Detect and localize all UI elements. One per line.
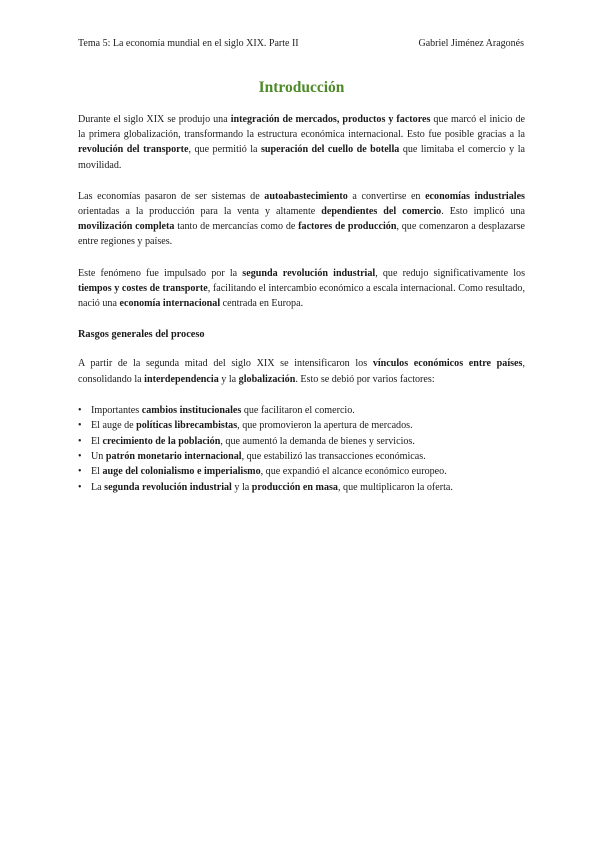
body-text: , que redujo significativamente los [375, 267, 526, 279]
body-text: , que expandió el alcance económico europeo. [260, 466, 447, 478]
body-text: El [91, 435, 103, 447]
body-text: , que aumentó la demanda de bienes y servicios. [220, 435, 415, 447]
section-heading: Rasgos generales del proceso [78, 329, 205, 341]
body-text: Este fenómeno fue impulsado por la [78, 267, 243, 279]
intro-paragraph-2 [78, 189, 525, 250]
page-title: Introducción [258, 79, 345, 96]
list-item-text [91, 451, 426, 462]
bullet-icon: • [78, 466, 82, 478]
list-item [78, 434, 525, 449]
emphasis-text: economía internacional [119, 298, 221, 310]
body-text: tanto de mercancías como de [174, 221, 299, 233]
list-item [78, 464, 525, 479]
body-text: Durante el siglo XIX se produjo una [78, 114, 231, 125]
emphasis-text: movilización completa [78, 221, 175, 233]
emphasis-text: patrón monetario internacional [105, 451, 242, 463]
emphasis-text: auge del colonialismo e imperialismo [102, 466, 261, 478]
emphasis-text: producción en masa [251, 481, 338, 493]
body-text: y la [218, 373, 239, 385]
body-text: Las economías pasaron de ser sistemas de [78, 190, 265, 202]
emphasis-text: globalización [238, 373, 296, 385]
body-text: centrada en Europa. [220, 298, 304, 310]
list-item [78, 449, 525, 464]
list-item-text [91, 420, 413, 431]
body-text: que marcó el inicio de la primera globalización, transformando la estructura económica internacional. Esto fue posible gracias a la [78, 114, 525, 141]
body-text: que facilitaron el comercio. [241, 404, 355, 416]
bullet-icon: • [78, 435, 82, 447]
emphasis-text: integración de mercados, productos y factores [230, 114, 431, 125]
page-header [78, 38, 524, 49]
emphasis-text: interdependencia [144, 373, 219, 385]
bullet-icon: • [78, 420, 82, 432]
body-text: , consolidando la [78, 358, 525, 385]
emphasis-text: crecimiento de la población [102, 435, 221, 447]
emphasis-text: dependientes del comercio [321, 206, 442, 218]
body-text: . Esto se debió por varios factores: [295, 373, 435, 385]
bullet-icon: • [78, 451, 82, 463]
emphasis-text: cambios institucionales [141, 404, 242, 416]
list-item-text [91, 436, 415, 447]
section-paragraph [78, 356, 525, 386]
body-text: El auge de [91, 420, 137, 432]
list-item [78, 480, 525, 495]
factors-list [78, 403, 525, 495]
emphasis-text: tiempos y costes de transporte [78, 282, 208, 294]
body-text: que limitaba el comercio y la movilidad. [78, 144, 525, 171]
body-text: . Esto implicó una [441, 206, 526, 218]
body-text: y la [231, 481, 252, 493]
emphasis-text: segunda revolución industrial [242, 267, 376, 279]
body-text: La [91, 481, 105, 493]
intro-paragraph-1 [78, 112, 525, 173]
body-text: Importantes [91, 404, 142, 416]
emphasis-text: autoabastecimiento [264, 190, 348, 202]
emphasis-text: revolución del transporte [78, 144, 189, 156]
body-text: , que permitió la [188, 144, 261, 156]
emphasis-text: superación del cuello de botella [260, 144, 400, 156]
emphasis-text: políticas librecambistas [136, 420, 238, 432]
emphasis-text: economías industriales [425, 190, 525, 202]
body-text: El [91, 466, 103, 478]
header-author: Gabriel Jiménez Aragonés [418, 38, 524, 49]
bullet-icon: • [78, 404, 82, 416]
body-text: , facilitando el intercambio económico a escala internacional. Como resultado, nació una [78, 282, 525, 310]
document-body [78, 112, 525, 495]
list-item-text [91, 482, 453, 493]
list-item [78, 418, 525, 433]
header-topic: Tema 5: La economía mundial en el siglo XIX. Parte II [78, 38, 299, 49]
body-text: , que estabilizó las transacciones económicas. [241, 451, 426, 463]
body-text: , que promovieron la apertura de mercados. [237, 420, 413, 432]
list-item [78, 403, 525, 418]
body-text: Un [91, 451, 106, 463]
body-text: , que multiplicaron la oferta. [337, 481, 453, 493]
list-item-text [91, 466, 447, 477]
intro-paragraph-3 [78, 266, 525, 312]
body-text: , que comenzaron a desplazarse entre regiones y países. [78, 221, 525, 248]
body-text: A partir de la segunda mitad del siglo XIX se intensificaron los [78, 358, 373, 370]
emphasis-text: segunda revolución industrial [104, 481, 232, 493]
list-item-text [91, 405, 355, 416]
body-text: a convertirse en [347, 190, 426, 202]
emphasis-text: factores de producción [298, 221, 397, 233]
bullet-icon: • [78, 481, 82, 493]
body-text: orientadas a la producción para la venta y altamente [78, 206, 322, 218]
emphasis-text: vínculos económicos entre países [372, 358, 523, 370]
